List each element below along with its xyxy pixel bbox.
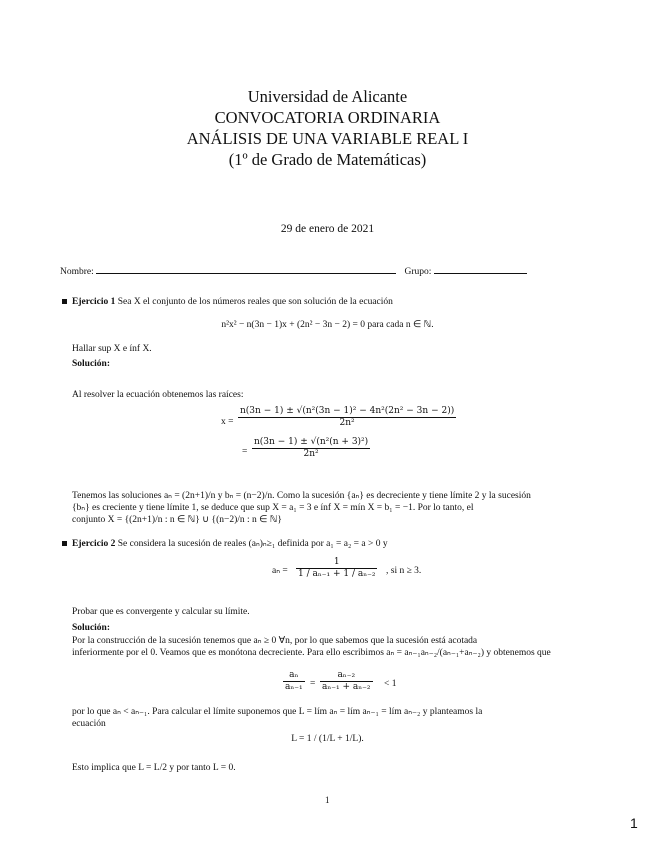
exam-date: 29 de enero de 2021 bbox=[280, 223, 375, 235]
ex2-title: Ejercicio 2 bbox=[72, 539, 116, 549]
ex2-ratio-right-den: aₙ₋₁ + aₙ₋₂ bbox=[322, 682, 371, 692]
name-label: Nombre: bbox=[60, 267, 94, 277]
ex1-conclusion-line3: conjunto X = {(2n+1)/n : n ∈ ℕ} ∪ {(n−2)/n : n ∈ ℕ} bbox=[72, 515, 282, 525]
bullet-icon bbox=[62, 541, 67, 546]
ex2-text: Se considera la sucesión de reales (aₙ)ₙ≥₁ definida por a₁ = a₂ = a > 0 y bbox=[117, 539, 388, 549]
ex1-eq2-lhs: = bbox=[242, 447, 248, 457]
ex2-limit-equation: L = 1 / (1/L + 1/L). bbox=[291, 734, 364, 744]
ex2-recurrence-fraction bbox=[296, 557, 377, 580]
corner-page-number: 1 bbox=[630, 815, 638, 831]
ex1-eq1-numerator: n(3n − 1) ± √(n²(3n − 1)² − 4n²(2n² − 3n − 2)) bbox=[240, 406, 455, 416]
ex1-statement bbox=[72, 296, 393, 308]
ex2-rec-lhs: aₙ = bbox=[272, 566, 288, 576]
ex2-paragraph1 bbox=[72, 635, 612, 659]
ex1-eq1-lhs: x = bbox=[221, 417, 234, 427]
degree-title: (1º de Grado de Matemáticas) bbox=[228, 150, 427, 169]
ex2-p2-line2: ecuación bbox=[72, 719, 106, 729]
ex2-ratio-tail: < 1 bbox=[384, 679, 397, 689]
name-group-row bbox=[60, 264, 527, 278]
ex2-solution-label: Solución: bbox=[72, 623, 111, 633]
ex1-solution-label: Solución: bbox=[72, 359, 111, 369]
ex1-conclusion-line2: {bₙ} es creciente y tiene límite 1, se deduce que sup X = a₁ = 3 e ínf X = mín X = b₁ = −1. Por lo tanto, el bbox=[72, 503, 474, 513]
ex2-rec-numerator: 1 bbox=[296, 557, 377, 569]
ex2-p1-line1: Por la construcción de la sucesión tenemos que aₙ ≥ 0 ∀n, por lo que sabemos que la sucesión está acotada bbox=[72, 636, 478, 646]
ex2-statement bbox=[72, 538, 388, 550]
ex1-eq1-denominator: 2n² bbox=[339, 418, 355, 428]
group-field[interactable] bbox=[434, 264, 527, 274]
course-title: ANÁLISIS DE UNA VARIABLE REAL I bbox=[186, 129, 469, 148]
ex2-p2-line1: por lo que aₙ < aₙ₋₁. Para calcular el límite suponemos que L = lím aₙ = lím aₙ₋₁ = lím aₙ₋₂ y planteamos la bbox=[72, 707, 483, 717]
exam-header bbox=[0, 86, 655, 170]
ex2-p1-line2: inferiormente por el 0. Veamos que es monótona decreciente. Para ello escribimos aₙ = aₙ₋₁aₙ₋₂/(aₙ₋₁+aₙ₋₂) y obtenemos que bbox=[72, 648, 551, 658]
ex1-equation: n²x² − n(3n − 1)x + (2n² − 3n − 2) = 0 para cada n ∈ ℕ. bbox=[221, 320, 434, 330]
ex2-ratio-left-num: aₙ bbox=[283, 670, 305, 682]
group-label: Grupo: bbox=[404, 267, 432, 277]
ex2-rec-condition: , si n ≥ 3. bbox=[386, 566, 422, 576]
page-number: 1 bbox=[325, 795, 330, 805]
bullet-icon bbox=[62, 299, 67, 304]
ex1-eq2-fraction bbox=[252, 437, 370, 460]
ex1-title: Ejercicio 1 bbox=[72, 297, 116, 307]
exam-title: CONVOCATORIA ORDINARIA bbox=[214, 108, 441, 127]
ex1-eq2-denominator: 2n² bbox=[303, 449, 319, 459]
ex2-ratio-equals: = bbox=[310, 679, 316, 689]
ex2-rec-term2: 1 / aₙ₋₂ bbox=[343, 569, 376, 579]
name-field[interactable] bbox=[96, 264, 396, 274]
ex2-ask: Probar que es convergente y calcular su límite. bbox=[72, 607, 250, 617]
ex2-ratio-left bbox=[283, 670, 305, 693]
ex1-conclusion-line1: Tenemos las soluciones aₙ = (2n+1)/n y bₙ = (n−2)/n. Como la sucesión {aₙ} es decreciente y tiene límite 2 y la sucesión bbox=[72, 491, 531, 501]
ex2-rec-term1: 1 / aₙ₋₁ bbox=[298, 569, 331, 579]
ex1-ask: Hallar sup X e ínf X. bbox=[72, 344, 152, 354]
ex1-conclusion bbox=[72, 490, 612, 526]
ex1-roots-intro: Al resolver la ecuación obtenemos las raíces: bbox=[72, 390, 244, 400]
university-title: Universidad de Alicante bbox=[247, 87, 408, 106]
ex2-paragraph2 bbox=[72, 706, 612, 730]
ex2-ratio-right-num: aₙ₋₂ bbox=[320, 670, 373, 682]
ex2-rec-denominator: 1 / aₙ₋₁ + 1 / aₙ₋₂ bbox=[298, 569, 376, 579]
ex1-eq2-numerator: n(3n − 1) ± √(n²(n + 3)²) bbox=[254, 437, 369, 447]
ex2-ratio-right bbox=[320, 670, 373, 693]
ex2-ratio-left-den: aₙ₋₁ bbox=[285, 682, 303, 692]
ex1-text: Sea X el conjunto de los números reales que son solución de la ecuación bbox=[117, 297, 393, 307]
ex2-final: Esto implica que L = L/2 y por tanto L = 0. bbox=[72, 763, 236, 773]
ex1-eq1-fraction bbox=[238, 406, 456, 429]
